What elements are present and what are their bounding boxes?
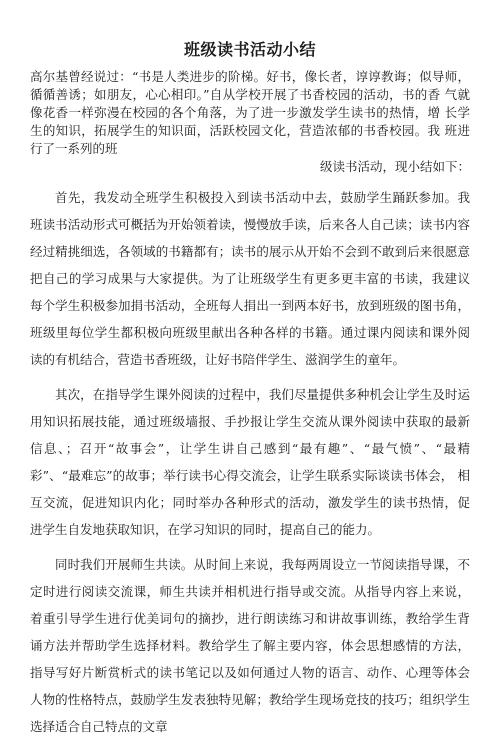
body-paragraph-1: 首先，我发动全班学生积极投入到读书活动中去，鼓励学生踊跃参加。我 班读书活动形式可概括为开始领着读，慢慢放手读，后来各人自己读；读书内容 经过精挑细选，各领域的书籍都有；读书的展示从开始不会到不敢到后来很愿意 把自己的学习成果与大家提供。为了让班级学生有更多更丰富的书读，我建议 每个学生积极参加捐书活动，全班每人捐出一到两本好书，放到班级的图书角， 班级里每位学生都积极向班级里献出各种各样的书籍。通过课内阅读和课外阅 读的有机结合，营造书香班级，让好书陪伴学生、滋润学生的童年。	[30, 190, 470, 367]
intro-text: 高尔基曾经说过：“书是人类进步的阶梯。好书，像长者，谆谆教诲；似导师，循循善诱；如朋友，心心相印。”自从学校开展了书香校园的活动，书的香 气就像花香一样弥漫在校园的各个角落，为了进一步激发学生读书的热情，增 长学生的知识，拓展学生的知识面，活跃校园文化，营造浓郁的书香校园。我 班进行了一系列的班	[30, 69, 470, 156]
body-paragraph-2: 其次，在指导学生课外阅读的过程中，我们尽量提供多种机会让学生及时运 用知识拓展技能，通过班级墙报、手抄报让学生交流从课外阅读中获取的最新 信息、；召开“故事会”，让学生讲自己感到“最有趣”、“最气愤”、“最精 彩”、“最难忘”的故事；举行读书心得交流会，让学生联系实际谈读书体会， 相互交流，促进知识内化；同时举办各种形式的活动，激发学生的读书热情，促 进学生自发地获取知识，在学习知识的同时，提高自己的能力。	[30, 387, 470, 537]
intro-tail: 级读书活动，现小结如下：	[319, 159, 470, 174]
intro-paragraph	[30, 68, 470, 176]
body-paragraph-3: 同时我们开展师生共读。从时间上来说，我每两周设立一节阅读指导课，不 定时进行阅读交流课，师生共读并相机进行指导或交流。从指导内容上来说， 着重引导学生进行优美词句的摘抄，进行朗读练习和讲故事训练，教给学生背 诵方法并帮助学生选择材料。教给学生了解主要内容，体会思想感情的方法， 指导写好片断赏析式的读书笔记以及如何通过人物的语言、动作、心理等体会 人物的性格特点，鼓励学生发表独特见解；教给学生现场竞技的技巧；组织学生 选择适合自己特点的文章	[30, 557, 470, 734]
document-title: 班级读书活动小结	[183, 40, 316, 59]
